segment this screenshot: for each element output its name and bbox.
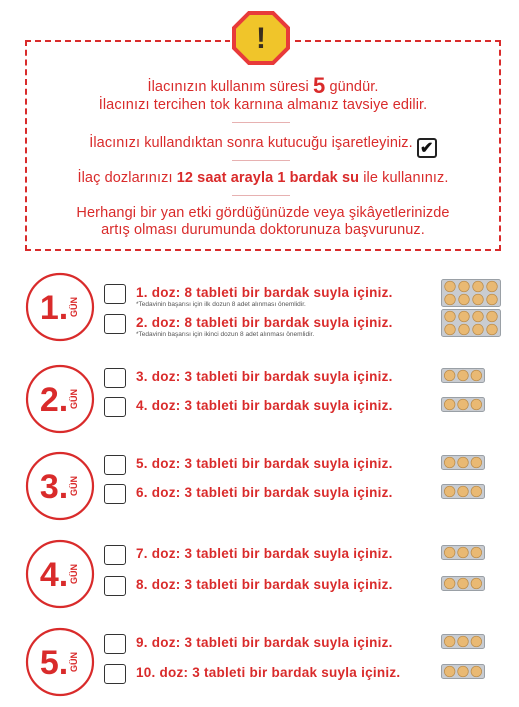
info-interval-suffix: ile kullanınız.	[359, 170, 449, 186]
tablet	[445, 324, 456, 335]
dose-text: 2. doz: 8 tableti bir bardak suyla içiniz.	[136, 315, 393, 330]
tablet	[458, 486, 469, 497]
tablet	[458, 399, 469, 410]
day-label: GÜN	[69, 476, 79, 496]
info-duration	[25, 73, 501, 98]
tablet	[487, 311, 498, 322]
dose-checkbox[interactable]	[104, 455, 126, 475]
info-interval	[25, 170, 501, 187]
tablet	[471, 457, 482, 468]
day-label: GÜN	[69, 652, 79, 672]
tablet	[445, 281, 456, 292]
tablet	[445, 311, 456, 322]
tablet	[444, 399, 455, 410]
blister-pack-icon	[441, 576, 485, 591]
dose-text: 9. doz: 3 tableti bir bardak suyla içiniz.	[136, 635, 393, 650]
info-checkbox	[25, 135, 501, 158]
blister-pack-icon	[441, 279, 501, 307]
tablet	[459, 281, 470, 292]
day-badge	[24, 271, 96, 343]
tablet	[444, 578, 455, 589]
day-badge	[24, 538, 96, 610]
tablet	[471, 666, 482, 677]
tablet	[444, 370, 455, 381]
tablet	[471, 399, 482, 410]
dose-checkbox[interactable]	[104, 314, 126, 334]
tablet	[445, 294, 456, 305]
day-badge	[24, 363, 96, 435]
dose-checkbox[interactable]	[104, 545, 126, 565]
dose-text: 5. doz: 3 tableti bir bardak suyla içiniz.	[136, 456, 393, 471]
warning-mark: !	[256, 22, 266, 55]
info-duration-number: 5	[312, 73, 326, 98]
checked-box-icon: ✔	[417, 138, 437, 158]
dose-checkbox[interactable]	[104, 484, 126, 504]
info-side-effects-2: artış olması durumunda doktorunuza başvurunuz.	[101, 222, 425, 238]
dose-checkbox[interactable]	[104, 664, 126, 684]
tablet	[458, 547, 469, 558]
tablet	[459, 294, 470, 305]
blister-pack-icon	[441, 545, 485, 560]
divider	[232, 122, 290, 123]
tablet	[471, 547, 482, 558]
dose-checkbox[interactable]	[104, 368, 126, 388]
tablet	[459, 324, 470, 335]
info-duration-prefix: İlacınızın kullanım süresi	[147, 79, 313, 95]
blister-pack-icon	[441, 309, 501, 337]
divider	[232, 195, 290, 196]
tablet	[458, 457, 469, 468]
day-badge	[24, 450, 96, 522]
tablet	[471, 486, 482, 497]
blister-pack-icon	[441, 664, 485, 679]
dose-text: 3. doz: 3 tableti bir bardak suyla içiniz.	[136, 369, 393, 384]
tablet	[458, 370, 469, 381]
divider	[232, 160, 290, 161]
tablet	[473, 281, 484, 292]
dose-note: *Tedavinin başarısı için ilk dozun 8 adet alınması önemlidir.	[136, 301, 306, 308]
tablet	[444, 636, 455, 647]
info-interval-bold: 12 saat arayla 1 bardak su	[176, 170, 360, 186]
blister-pack-icon	[441, 455, 485, 470]
tablet	[487, 281, 498, 292]
info-food: İlacınızı tercihen tok karnına almanız tavsiye edilir.	[98, 97, 428, 113]
dose-checkbox[interactable]	[104, 576, 126, 596]
info-side-effects-1: Herhangi bir yan etki gördüğünüzde veya şikâyetlerinizde	[76, 205, 450, 221]
dose-text: 6. doz: 3 tableti bir bardak suyla içiniz.	[136, 485, 393, 500]
tablet	[473, 311, 484, 322]
dose-checkbox[interactable]	[104, 634, 126, 654]
day-badge	[24, 626, 96, 698]
dose-checkbox[interactable]	[104, 397, 126, 417]
day-number: 5.	[39, 644, 69, 682]
tablet	[444, 457, 455, 468]
blister-pack-icon	[441, 397, 485, 412]
dose-text: 8. doz: 3 tableti bir bardak suyla içiniz.	[136, 577, 393, 592]
tablet	[458, 666, 469, 677]
tablet	[471, 578, 482, 589]
day-number: 4.	[39, 556, 69, 594]
dose-text: 4. doz: 3 tableti bir bardak suyla içiniz.	[136, 398, 393, 413]
tablet	[458, 578, 469, 589]
tablet	[471, 636, 482, 647]
tablet	[471, 370, 482, 381]
tablet	[444, 666, 455, 677]
blister-pack-icon	[441, 484, 485, 499]
dose-text: 1. doz: 8 tableti bir bardak suyla içiniz.	[136, 285, 393, 300]
dose-note: *Tedavinin başarısı için ikinci dozun 8 adet alınması önemlidir.	[136, 331, 315, 338]
blister-pack-icon	[441, 368, 485, 383]
tablet	[444, 547, 455, 558]
day-label: GÜN	[69, 389, 79, 409]
day-number: 1.	[39, 289, 69, 327]
info-duration-suffix: gündür.	[325, 79, 379, 95]
tablet	[473, 324, 484, 335]
dose-text: 7. doz: 3 tableti bir bardak suyla içiniz.	[136, 546, 393, 561]
blister-pack-icon	[441, 634, 485, 649]
tablet	[444, 486, 455, 497]
dose-checkbox[interactable]	[104, 284, 126, 304]
day-number: 3.	[39, 468, 69, 506]
day-number: 2.	[39, 381, 69, 419]
day-label: GÜN	[69, 564, 79, 584]
tablet	[487, 324, 498, 335]
tablet	[458, 636, 469, 647]
warning-icon	[230, 10, 292, 66]
dose-text: 10. doz: 3 tableti bir bardak suyla içiniz.	[136, 665, 401, 680]
tablet	[459, 311, 470, 322]
info-interval-prefix: İlaç dozlarınızı	[77, 170, 177, 186]
tablet	[473, 294, 484, 305]
info-checkbox-text: İlacınızı kullandıktan sonra kutucuğu işaretleyiniz.	[89, 135, 413, 151]
day-label: GÜN	[69, 297, 79, 317]
tablet	[487, 294, 498, 305]
